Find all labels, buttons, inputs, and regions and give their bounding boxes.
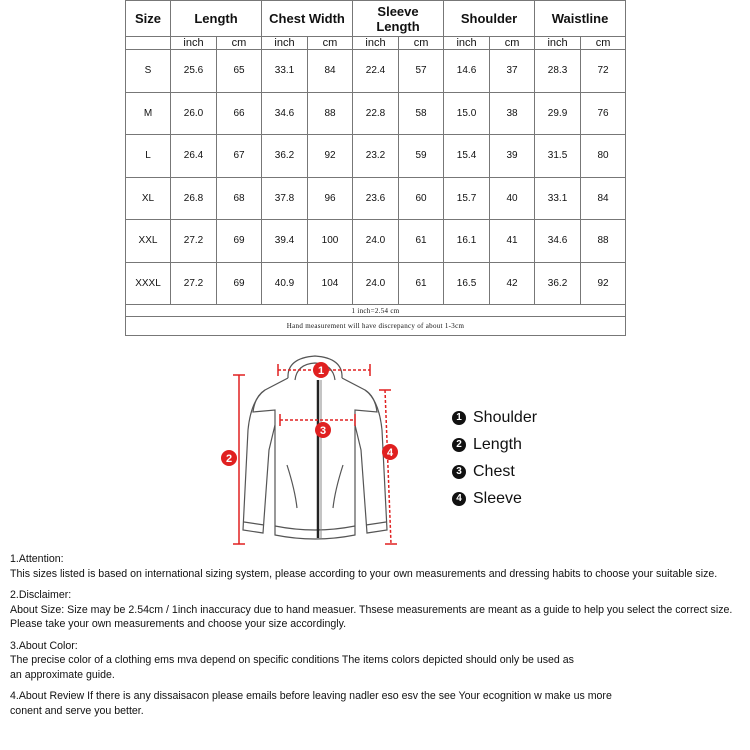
measurement-cell: 34.6 bbox=[535, 220, 581, 263]
measurement-cell: 33.1 bbox=[262, 50, 308, 93]
size-cell: XXL bbox=[126, 220, 171, 263]
jacket-outline bbox=[243, 356, 387, 539]
unit-label: cm bbox=[217, 37, 262, 50]
measurement-cell: 92 bbox=[308, 135, 353, 178]
measurement-cell: 104 bbox=[308, 262, 353, 305]
note-text: Please take your own measurements and choose your size accordingly. bbox=[10, 618, 347, 630]
note-text: conent and serve you better. bbox=[10, 704, 144, 717]
note-text: 4.About Review If there is any dissaisacon please emails before leaving nadler eso esv the see Your ecognition w make us more bbox=[10, 690, 612, 702]
legend-label: Sleeve bbox=[473, 489, 522, 507]
measurement-cell: 26.4 bbox=[171, 135, 217, 178]
size-cell: L bbox=[126, 135, 171, 178]
measurement-cell: 15.0 bbox=[444, 92, 490, 135]
measurement-cell: 24.0 bbox=[353, 262, 399, 305]
header-waistline: Waistline bbox=[535, 1, 626, 37]
header-length: Length bbox=[171, 1, 262, 37]
size-cell: S bbox=[126, 50, 171, 93]
table-row bbox=[126, 92, 626, 135]
measurement-cell: 57 bbox=[399, 50, 444, 93]
table-row bbox=[126, 135, 626, 178]
legend-number-badge: 1 bbox=[452, 411, 466, 425]
marker-2 bbox=[221, 450, 237, 466]
note-title: 2.Disclaimer: bbox=[10, 589, 72, 601]
measurement-cell: 58 bbox=[399, 92, 444, 135]
measurement-cell: 40.9 bbox=[262, 262, 308, 305]
size-cell: XXXL bbox=[126, 262, 171, 305]
marker-3 bbox=[315, 422, 331, 438]
measurement-cell: 15.7 bbox=[444, 177, 490, 220]
measurement-cell: 23.2 bbox=[353, 135, 399, 178]
measurement-cell: 40 bbox=[490, 177, 535, 220]
measurement-cell: 38 bbox=[490, 92, 535, 135]
unit-row bbox=[126, 37, 626, 50]
measurement-cell: 88 bbox=[581, 220, 626, 263]
measurement-cell: 29.9 bbox=[535, 92, 581, 135]
measurement-cell: 42 bbox=[490, 262, 535, 305]
size-cell: M bbox=[126, 92, 171, 135]
legend-item-length bbox=[452, 431, 537, 458]
measurement-cell: 100 bbox=[308, 220, 353, 263]
unit-label: inch bbox=[262, 37, 308, 50]
size-chart-table bbox=[125, 0, 626, 336]
discrepancy-note-row bbox=[126, 317, 626, 336]
measurement-cell: 15.4 bbox=[444, 135, 490, 178]
marker-1-label: 1 bbox=[317, 365, 325, 377]
table-header-row bbox=[126, 1, 626, 37]
measurement-cell: 68 bbox=[217, 177, 262, 220]
marker-1 bbox=[313, 362, 329, 378]
marker-2-label: 2 bbox=[225, 453, 233, 465]
notes-section bbox=[10, 552, 750, 725]
legend-item-sleeve bbox=[452, 485, 537, 512]
measurement-cell: 80 bbox=[581, 135, 626, 178]
measurement-cell: 16.1 bbox=[444, 220, 490, 263]
measurement-cell: 16.5 bbox=[444, 262, 490, 305]
note-title: 3.About Color: bbox=[10, 639, 78, 652]
note-disclaimer bbox=[10, 588, 750, 632]
measurement-cell: 69 bbox=[217, 220, 262, 263]
measurement-cell: 22.4 bbox=[353, 50, 399, 93]
unit-label: inch bbox=[353, 37, 399, 50]
measurement-cell: 22.8 bbox=[353, 92, 399, 135]
legend-number-badge: 2 bbox=[452, 438, 466, 452]
measurement-cell: 72 bbox=[581, 50, 626, 93]
discrepancy-note: Hand measurement will have discrepancy of about 1-3cm bbox=[126, 317, 626, 336]
measurement-cell: 84 bbox=[308, 50, 353, 93]
marker-4-label: 4 bbox=[386, 447, 394, 459]
measurement-cell: 36.2 bbox=[262, 135, 308, 178]
measurement-cell: 76 bbox=[581, 92, 626, 135]
legend-label: Chest bbox=[473, 462, 515, 480]
measurement-cell: 37 bbox=[490, 50, 535, 93]
measurement-cell: 61 bbox=[399, 262, 444, 305]
unit-label: inch bbox=[535, 37, 581, 50]
legend-label: Shoulder bbox=[473, 408, 538, 426]
marker-4 bbox=[382, 444, 398, 460]
table-row bbox=[126, 177, 626, 220]
note-color bbox=[10, 639, 750, 683]
measurement-cell: 23.6 bbox=[353, 177, 399, 220]
measurement-cell: 39 bbox=[490, 135, 535, 178]
jacket-measurement-diagram bbox=[215, 350, 405, 550]
note-text: This sizes listed is based on international sizing system, please according to your own measurements and dressing habits to choose your suitable size. bbox=[10, 567, 718, 580]
measurement-cell: 41 bbox=[490, 220, 535, 263]
legend-item-shoulder bbox=[452, 404, 537, 431]
measurement-cell: 14.6 bbox=[444, 50, 490, 93]
measurement-cell: 65 bbox=[217, 50, 262, 93]
note-review bbox=[10, 689, 750, 718]
note-text: About Size: Size may be 2.54cm / 1inch inaccuracy due to hand measuer. Thsese measurements are meant as a guide to help you select the correct size. bbox=[10, 603, 733, 616]
measurement-cell: 26.8 bbox=[171, 177, 217, 220]
measurement-cell: 59 bbox=[399, 135, 444, 178]
measurement-cell: 92 bbox=[581, 262, 626, 305]
legend-item-chest bbox=[452, 458, 537, 485]
measurement-cell: 96 bbox=[308, 177, 353, 220]
measurement-cell: 84 bbox=[581, 177, 626, 220]
unit-label: cm bbox=[581, 37, 626, 50]
conversion-note-row bbox=[126, 305, 626, 317]
size-cell: XL bbox=[126, 177, 171, 220]
legend-label: Length bbox=[473, 435, 522, 453]
table-row bbox=[126, 220, 626, 263]
table-row bbox=[126, 262, 626, 305]
measurement-cell: 67 bbox=[217, 135, 262, 178]
note-title: 1.Attention: bbox=[10, 553, 64, 565]
note-text: an approximate guide. bbox=[10, 668, 115, 681]
measurement-cell: 27.2 bbox=[171, 262, 217, 305]
measurement-cell: 88 bbox=[308, 92, 353, 135]
legend-number-badge: 4 bbox=[452, 492, 466, 506]
header-size: Size bbox=[126, 1, 171, 37]
measurement-cell: 36.2 bbox=[535, 262, 581, 305]
measurement-cell: 39.4 bbox=[262, 220, 308, 263]
measurement-cell: 24.0 bbox=[353, 220, 399, 263]
measurement-cell: 33.1 bbox=[535, 177, 581, 220]
unit-label: cm bbox=[490, 37, 535, 50]
measurement-cell: 60 bbox=[399, 177, 444, 220]
marker-3-label: 3 bbox=[319, 425, 327, 437]
measurement-cell: 69 bbox=[217, 262, 262, 305]
header-chest-width: Chest Width bbox=[262, 1, 353, 37]
table-row bbox=[126, 50, 626, 93]
measurement-cell: 25.6 bbox=[171, 50, 217, 93]
measurement-cell: 27.2 bbox=[171, 220, 217, 263]
measurement-cell: 28.3 bbox=[535, 50, 581, 93]
measurement-lines bbox=[233, 364, 397, 544]
table-body bbox=[126, 50, 626, 305]
header-shoulder: Shoulder bbox=[444, 1, 535, 37]
unit-label: cm bbox=[308, 37, 353, 50]
header-sleeve-length: Sleeve Length bbox=[353, 1, 444, 37]
measurement-cell: 66 bbox=[217, 92, 262, 135]
note-attention bbox=[10, 552, 750, 581]
conversion-note: 1 inch=2.54 cm bbox=[126, 305, 626, 317]
measurement-cell: 26.0 bbox=[171, 92, 217, 135]
measurement-cell: 61 bbox=[399, 220, 444, 263]
unit-label: inch bbox=[444, 37, 490, 50]
unit-label: cm bbox=[399, 37, 444, 50]
measurement-cell: 34.6 bbox=[262, 92, 308, 135]
measurement-cell: 31.5 bbox=[535, 135, 581, 178]
legend-number-badge: 3 bbox=[452, 465, 466, 479]
measurement-cell: 37.8 bbox=[262, 177, 308, 220]
unit-spacer bbox=[126, 37, 171, 50]
note-text: The precise color of a clothing ems mva depend on specific conditions The items colors depicted should only be used as bbox=[10, 654, 574, 666]
measurement-legend bbox=[452, 404, 537, 512]
unit-label: inch bbox=[171, 37, 217, 50]
